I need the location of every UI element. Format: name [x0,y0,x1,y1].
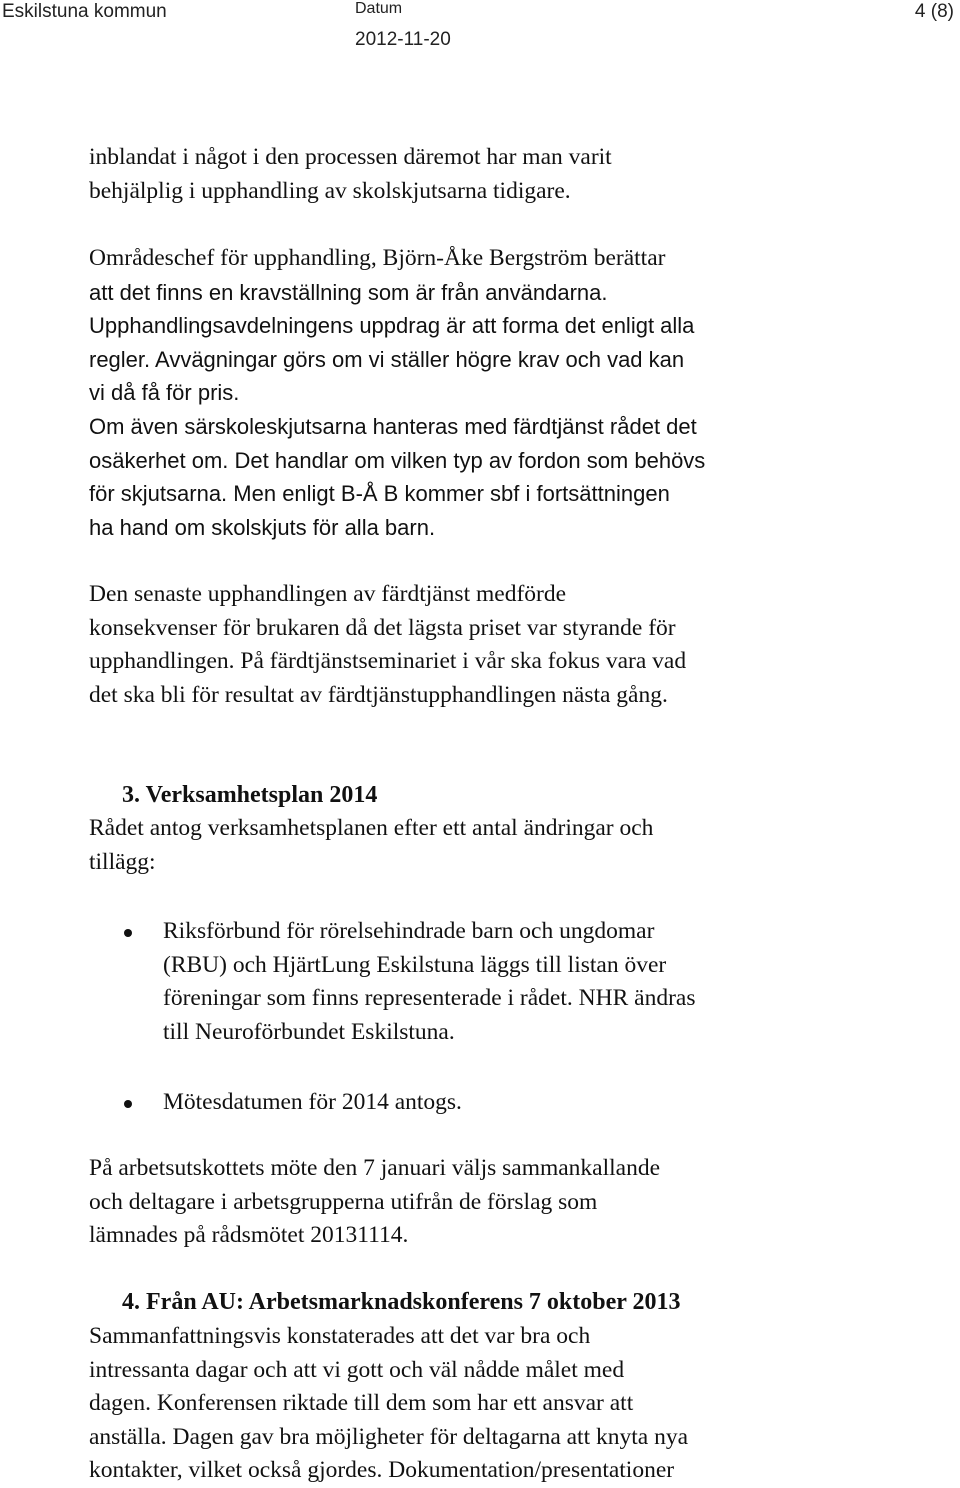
text-line: regler. Avvägningar görs om vi ställer högre krav och vad kan [89,346,685,372]
text-line: anställa. Dagen gav bra möjligheter för deltagarna att knyta nya [89,1423,689,1450]
section-4-text [89,1320,879,1488]
date-label: Datum [355,0,403,17]
text-line: kontakter, vilket också gjordes. Dokumentation/presentationer [89,1457,675,1484]
text-line: vi då få för pris. [89,380,240,406]
section-3-followup [89,1152,879,1253]
text-line: för skjutsarna. Men enligt B-Å B kommer sbf i fortsättningen [89,481,670,507]
text-line: På arbetsutskottets möte den 7 januari väljs sammankallande [89,1155,661,1181]
text-line: Rådet antog verksamhetsplanen efter ett antal ändringar och [89,815,654,841]
paragraph-3 [89,578,879,712]
text-line: Sammanfattningsvis konstaterades att det var bra och [89,1323,591,1349]
text-line: upphandlingen. På färdtjänstseminariet i vår ska fokus vara vad [89,648,687,675]
text-line: lämnades på rådsmötet 20131114. [89,1222,409,1249]
paragraph-2 [89,242,879,544]
text-line: Den senaste upphandlingen av färdtjänst medförde [89,581,567,607]
document-date: 2012-11-20 [355,29,451,50]
text-line: att det finns en kravställning som är från användarna. [89,279,608,305]
text-line: till Neuroförbundet Eskilstuna. [163,1018,455,1045]
organization-name: Eskilstuna kommun [2,1,167,22]
text-line: (RBU) och HjärtLung Eskilstuna läggs till listan över [163,951,667,978]
text-line: det ska bli för resultat av färdtjänstupphandlingen nästa gång. [89,681,668,708]
text-line: inblandat i något i den processen däremot har man varit [89,144,612,170]
bullet-item-1 [163,915,863,1049]
text-line: intressanta dagar och att vi gott och väl nådde målet med [89,1356,625,1383]
text-line: tillägg: [89,848,156,875]
page-number: 4 (8) [914,1,954,22]
text-line: osäkerhet om. Det handlar om vilken typ av fordon som behövs [89,447,706,473]
page-header [0,0,960,50]
bullet-item-2 [163,1086,863,1120]
section-3-heading: 3. Verksamhetsplan 2014 [122,782,378,808]
text-line: konsekvenser för brukaren då det lägsta priset var styrande för [89,614,676,641]
text-line: ha hand om skolskjuts för alla barn. [89,514,436,540]
text-line: och deltagare i arbetsgrupperna utifrån de förslag som [89,1188,598,1215]
bullet-icon [124,1100,132,1108]
text-line: Upphandlingsavdelningens uppdrag är att forma det enligt alla [89,313,695,339]
text-line: Områdeschef för upphandling, Björn-Åke Bergström berättar [89,245,666,271]
text-line: Mötesdatumen för 2014 antogs. [163,1089,462,1115]
paragraph-1 [89,141,879,208]
text-line: föreningar som finns representerade i rådet. NHR ändras [163,985,696,1012]
bullet-icon [124,929,132,937]
text-line: Riksförbund för rörelsehindrade barn och ungdomar [163,918,655,944]
text-line: Om även särskoleskjutsarna hanteras med färdtjänst rådet det [89,413,697,439]
section-4-heading: 4. Från AU: Arbetsmarknadskonferens 7 oktober 2013 [122,1289,681,1315]
text-line: dagen. Konferensen riktade till dem som har ett ansvar att [89,1390,634,1417]
section-3-intro [89,812,879,879]
text-line: behjälplig i upphandling av skolskjutsarna tidigare. [89,177,571,204]
